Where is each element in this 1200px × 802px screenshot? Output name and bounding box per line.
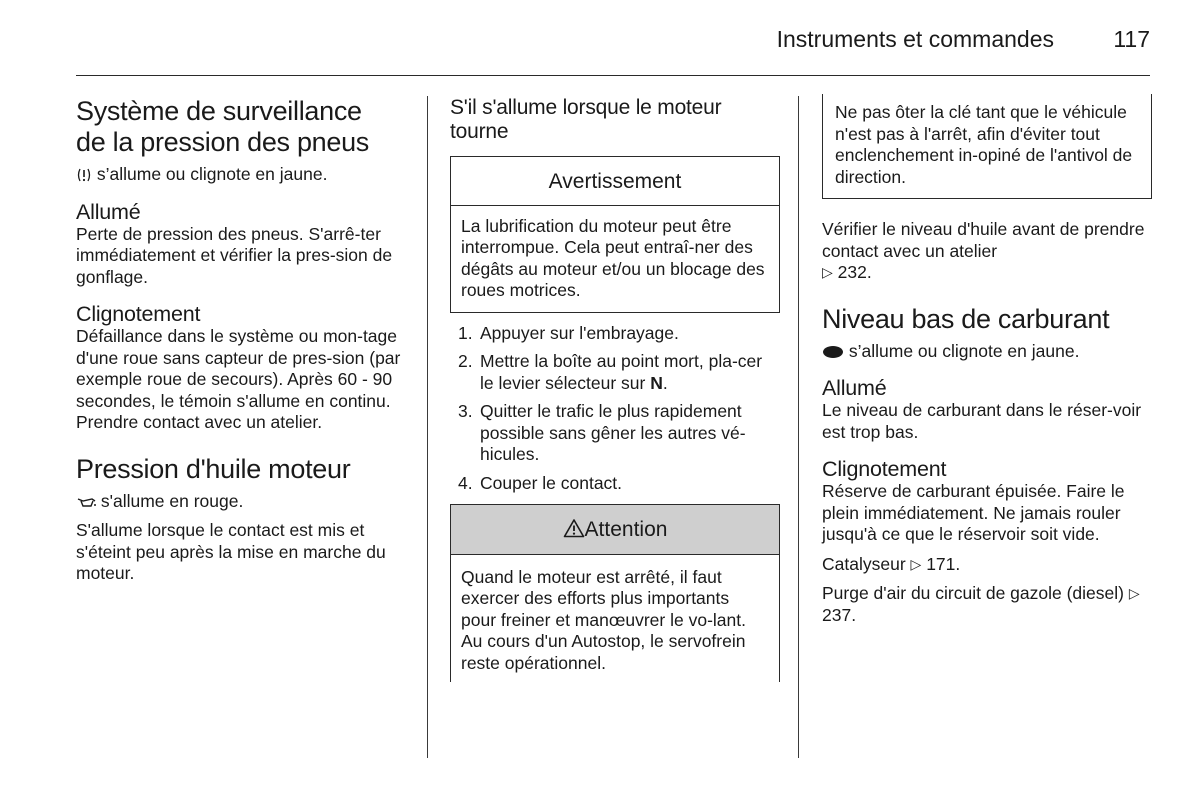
- fuel-on-heading: Allumé: [822, 376, 887, 400]
- catalyst-label: Catalyseur: [822, 553, 906, 574]
- tpms-status-text: s’allume ou clignote en jaune.: [96, 164, 328, 184]
- column-1: [76, 96, 410, 585]
- oil-can-icon: [76, 496, 96, 508]
- oil-status: [76, 491, 410, 513]
- step-bold-text: N: [650, 372, 663, 393]
- purge-ref: [822, 583, 1152, 626]
- fuel-on-text: Le niveau de carburant dans le réser-voir est trop bas.: [822, 400, 1142, 442]
- page-number: 117: [1113, 26, 1150, 52]
- page-ref-arrow-icon: ▷: [822, 264, 833, 280]
- oil-pressure-title: Pression d'huile moteur: [76, 453, 351, 484]
- step-after-text: .: [662, 372, 668, 393]
- list-item: [450, 473, 780, 495]
- attention-text: Quand le moteur est arrêté, il faut exercer des efforts plus importants pour freiner et manœuvrer le vo-lant. Au cours d'un Autostop, le servofrein reste opérationnel.: [461, 566, 746, 673]
- tpms-status: [76, 164, 410, 186]
- tire-pressure-icon: [76, 167, 92, 183]
- attention-box: [450, 504, 780, 682]
- fuel-status: [822, 341, 1152, 363]
- list-item: [450, 401, 780, 466]
- low-fuel-title: Niveau bas de carburant: [822, 303, 1110, 334]
- tpms-title-line-1: Système de surveillance: [76, 96, 362, 126]
- warning-box: [450, 156, 780, 313]
- warning-text: La lubrification du moteur peut être interrompue. Cela peut entraî-ner des dégâts au moteur et/ou un blocage des roues motrices.: [461, 215, 765, 300]
- list-item: [450, 323, 780, 345]
- warning-triangle-icon: [563, 518, 585, 538]
- page-header: [76, 0, 1150, 76]
- tpms-blink-text: Défaillance dans le système ou mon-tage d'une roue sans capteur de pres-sion (par exemple roue de secours). Après 60 - 90 secondes, le témoin s'allume en continu. Prendre contact avec un atelier.: [76, 326, 401, 432]
- section-title: Instruments et commandes: [776, 26, 1054, 52]
- column-divider-1: [427, 96, 428, 758]
- warning-title: Avertissement: [451, 157, 779, 206]
- step-text: Mettre la boîte au point mort, pla-cer le levier sélecteur sur: [480, 351, 763, 393]
- tpms-blink-heading: Clignotement: [76, 302, 201, 326]
- oil-check-page-ref[interactable]: 232.: [837, 262, 872, 282]
- engine-running-heading: S'il s'allume lorsque le moteur tourne: [450, 96, 722, 143]
- page-ref-arrow-icon: ▷: [1128, 585, 1140, 601]
- oil-check-text: [822, 219, 1152, 284]
- purge-label: Purge d'air du circuit de gazole (diesel): [822, 583, 1124, 603]
- attention-title: Attention: [584, 518, 668, 541]
- column-3: [822, 96, 1152, 626]
- fuel-blink-text: Réserve de carburant épuisée. Faire le plein immédiatement. Ne jamais rouler jusqu'à ce que le réservoir soit vide.: [822, 481, 1125, 544]
- purge-page-ref[interactable]: 237.: [822, 604, 857, 625]
- fuel-status-text: s’allume ou clignote en jaune.: [848, 340, 1080, 361]
- steps-list: [450, 323, 780, 495]
- step-text: Quitter le trafic le plus rapidement possible sans gêner les autres vé-hicules.: [480, 401, 746, 464]
- fuel-warning-icon: [822, 345, 844, 359]
- fuel-blink-heading: Clignotement: [822, 457, 947, 481]
- tpms-on-text: Perte de pression des pneus. S'arrê-ter immédiatement et vérifier la pres-sion de gonflage.: [76, 223, 393, 287]
- tpms-title-line-2: de la pression des pneus: [76, 127, 370, 157]
- step-number: 3.: [458, 401, 473, 421]
- oil-check-label: Vérifier le niveau d'huile avant de prendre contact avec un atelier: [822, 219, 1145, 261]
- step-text: Appuyer sur l'embrayage.: [480, 322, 679, 343]
- catalyst-ref: [822, 554, 1152, 576]
- column-2: [450, 96, 780, 682]
- step-number: 1.: [458, 322, 473, 343]
- tpms-title: [76, 96, 410, 158]
- catalyst-page-ref[interactable]: 171.: [926, 553, 961, 574]
- column-divider-2: [798, 96, 799, 758]
- step-number: 4.: [458, 472, 473, 493]
- step-number: 2.: [458, 351, 473, 371]
- oil-text: S'allume lorsque le contact est mis et s'éteint peu après la mise en marche du moteur.: [76, 520, 386, 583]
- continued-attention-box: Ne pas ôter la clé tant que le véhicule n'est pas à l'arrêt, afin d'éviter tout enclenchement in-opiné de l'antivol de direction.: [822, 94, 1152, 199]
- step-text: Couper le contact.: [480, 472, 623, 493]
- oil-status-text: s'allume en rouge.: [100, 490, 244, 511]
- tpms-on-heading: Allumé: [76, 199, 141, 224]
- attention-header: [451, 505, 779, 555]
- list-item: [450, 351, 780, 394]
- page-ref-arrow-icon: ▷: [910, 555, 922, 572]
